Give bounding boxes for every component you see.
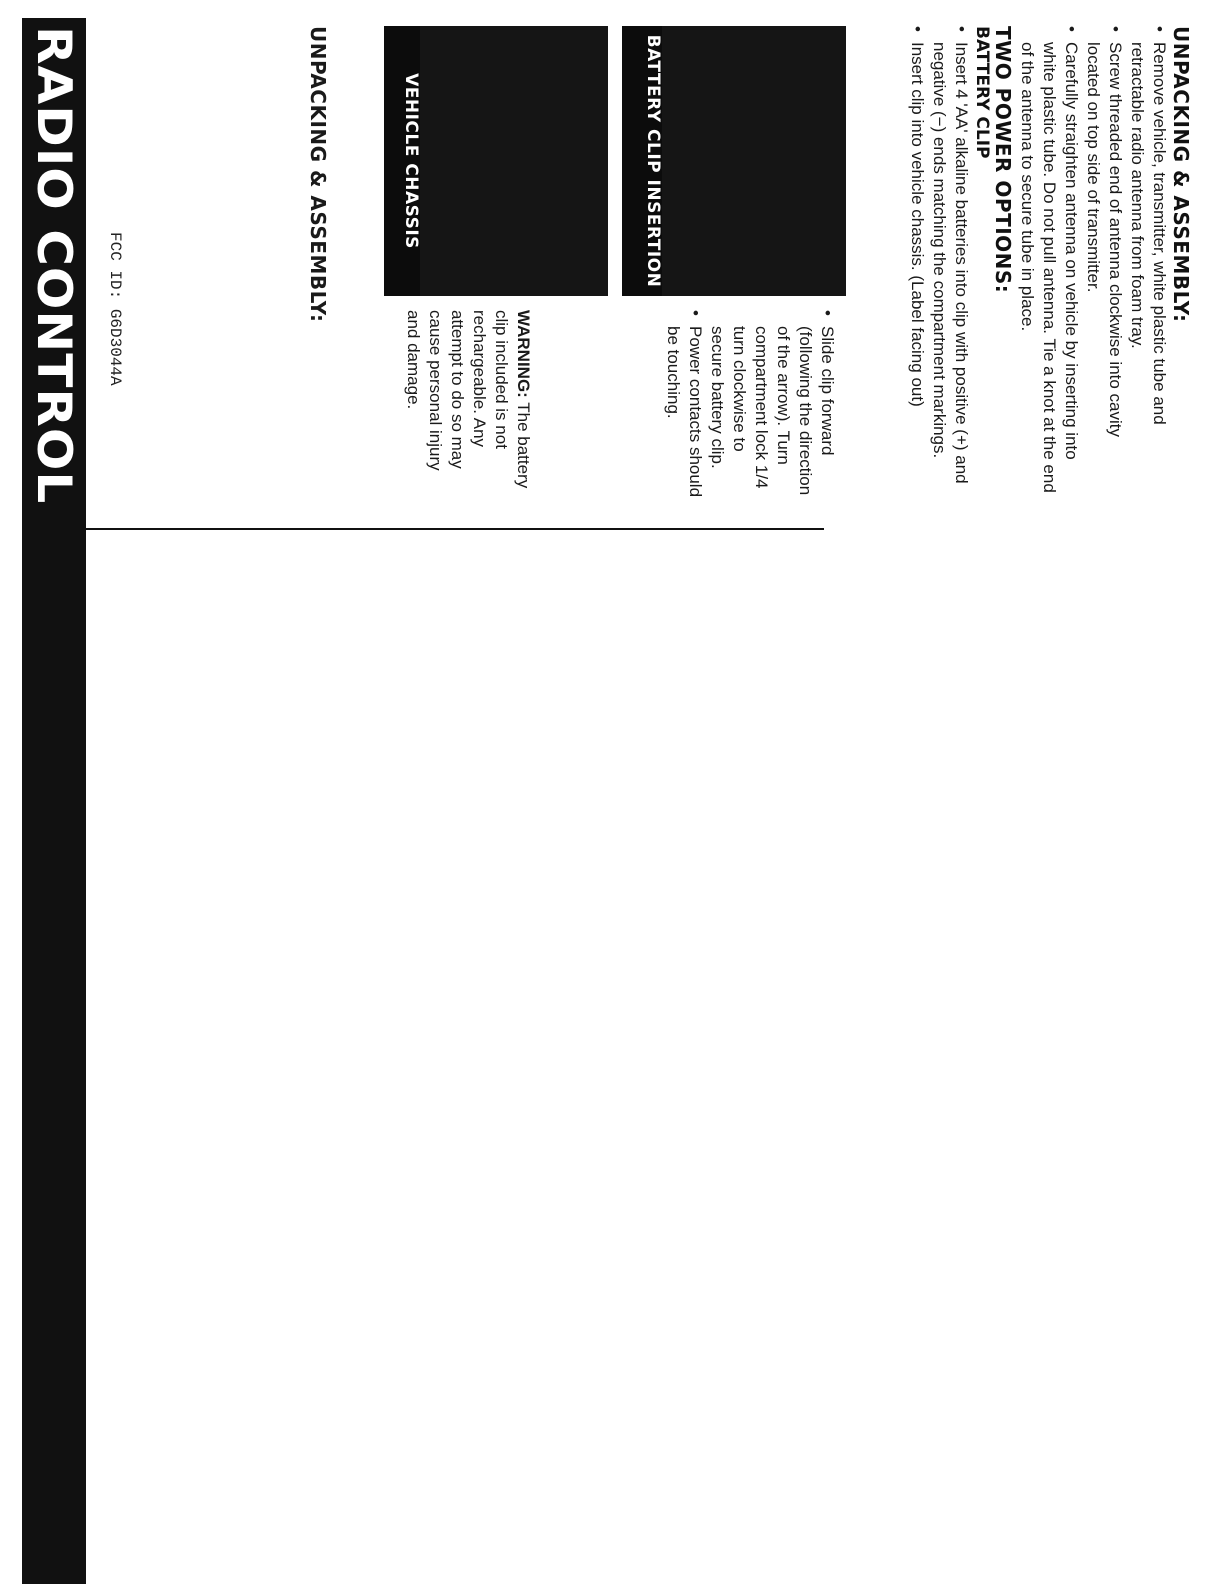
warning-label: WARNING: xyxy=(514,310,533,398)
photo-battery-clip xyxy=(622,26,846,296)
photo-caption: BATTERY CLIP INSERTION xyxy=(622,26,662,296)
power-item: • Insert 4 'AA' alkaline batteries into clip with positive (+) and negative (−) ends matching the compartment markings. xyxy=(928,26,972,496)
unpacking-heading: UNPACKING & ASSEMBLY: xyxy=(306,26,330,323)
page-title: RADIO CONTROL xyxy=(26,26,82,505)
clip-step: • Power contacts should be touching. xyxy=(662,310,706,500)
unpacking-item: • Remove vehicle, transmitter, white plastic tube and retractable radio antenna from foam tray. xyxy=(1126,26,1170,496)
photo-caption: VEHICLE CHASSIS xyxy=(384,26,420,296)
section-power xyxy=(906,26,1014,496)
fcc-id: FCC ID: G6D3044A xyxy=(106,232,124,386)
clip-step: • Slide clip forward (following the direction of the arrow). Turn compartment lock 1/4 turn clockwise to secure battery clip. xyxy=(706,310,838,500)
power-title: TWO POWER OPTIONS: xyxy=(991,26,1015,294)
unpacking-item: • Screw threaded end of antenna clockwise into cavity located on top side of transmitter. xyxy=(1082,26,1126,496)
battery-clip-subtitle: BATTERY CLIP xyxy=(972,26,992,159)
unpacking-title: UNPACKING & ASSEMBLY: xyxy=(1169,26,1193,323)
warning-text: The battery clip included is not rechargeable. Any attempt to do so may cause personal injury and damage. xyxy=(404,310,533,489)
clip-side-steps xyxy=(662,310,838,500)
photo-vehicle-chassis xyxy=(384,26,608,296)
divider xyxy=(24,528,824,530)
power-item: • Insert clip into vehicle chassis. (Label facing out) xyxy=(906,26,928,496)
unpacking-item: • Carefully straighten antenna on vehicle by inserting into white plastic tube. Do not pull antenna. Tie a knot at the end of the antenna to secure tube in place. xyxy=(1016,26,1082,496)
warning-block xyxy=(402,310,534,500)
section-unpacking xyxy=(1016,26,1192,496)
